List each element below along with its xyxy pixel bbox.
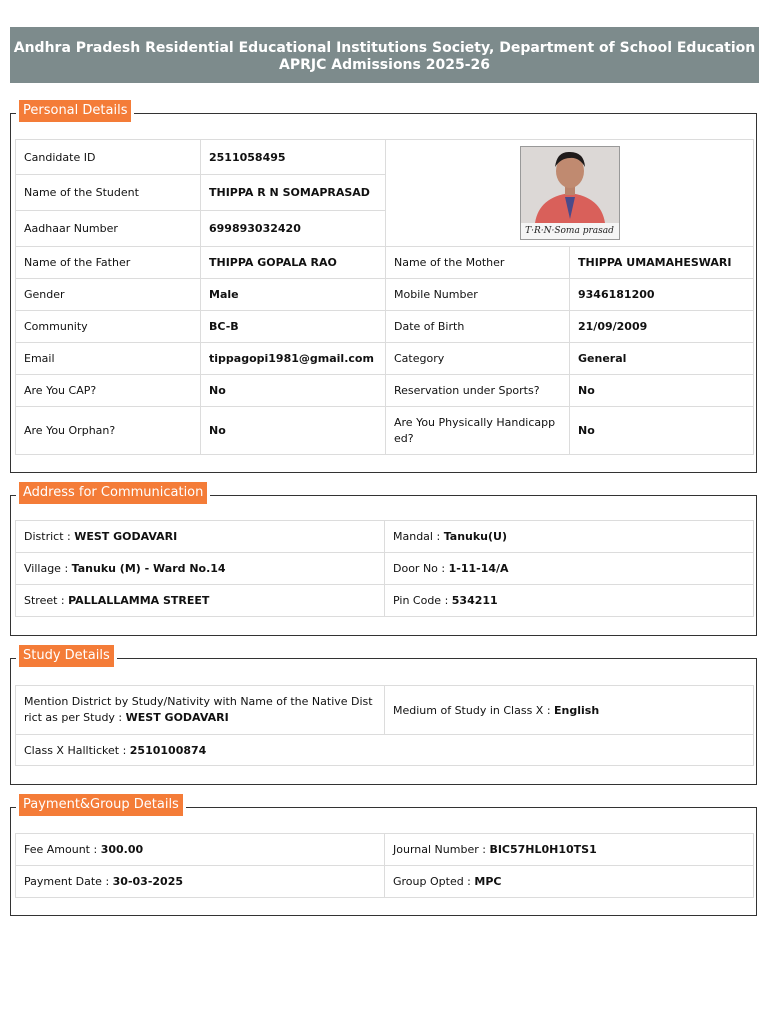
mobile-value: 9346181200 <box>570 279 754 311</box>
table-row <box>16 686 754 735</box>
village-label: Village : <box>24 562 72 575</box>
village-cell <box>16 553 385 585</box>
fee-label: Fee Amount : <box>24 843 101 856</box>
personal-details-section <box>10 103 757 473</box>
candidate-photo <box>520 146 620 240</box>
aadhaar-value: 699893032420 <box>201 211 386 247</box>
journal-label: Journal Number : <box>393 843 490 856</box>
father-name-label: Name of the Father <box>16 247 201 279</box>
native-district-cell <box>16 686 385 735</box>
cap-value: No <box>201 375 386 407</box>
father-name-value: THIPPA GOPALA RAO <box>201 247 386 279</box>
personal-details-table <box>15 139 754 455</box>
hallticket-cell <box>16 735 754 766</box>
mother-name-label: Name of the Mother <box>386 247 570 279</box>
photo-cell <box>386 140 754 247</box>
address-legend: Address for Communication <box>16 482 210 504</box>
door-value: 1-11-14/A <box>448 562 509 575</box>
village-value: Tanuku (M) - Ward No.14 <box>71 562 226 575</box>
payment-legend: Payment&Group Details <box>16 794 186 816</box>
student-name-label: Name of the Student <box>16 175 201 211</box>
email-value: tippagopi1981@gmail.com <box>201 343 386 375</box>
table-row <box>16 866 754 898</box>
pin-value: 534211 <box>451 594 498 607</box>
student-name-value: THIPPA R N SOMAPRASAD <box>201 175 386 211</box>
pin-label: Pin Code : <box>393 594 452 607</box>
district-cell <box>16 521 385 553</box>
payment-section <box>10 797 757 916</box>
sports-value: No <box>570 375 754 407</box>
medium-cell <box>385 686 754 735</box>
candidate-photo-image <box>521 147 619 223</box>
table-row <box>16 521 754 553</box>
dob-value: 21/09/2009 <box>570 311 754 343</box>
category-label: Category <box>386 343 570 375</box>
cap-label: Are You CAP? <box>16 375 201 407</box>
journal-cell <box>385 834 754 866</box>
candidate-id-value: 2511058495 <box>201 140 386 175</box>
street-cell <box>16 585 385 617</box>
table-row <box>16 553 754 585</box>
table-row <box>16 279 754 311</box>
group-value: MPC <box>474 875 502 888</box>
physically-handicapped-value: No <box>570 407 754 455</box>
native-district-label: Mention District by Study/Nativity with Name of the Native District as per Study : <box>24 695 373 724</box>
personal-details-legend: Personal Details <box>16 100 134 122</box>
address-section <box>10 485 757 636</box>
district-value: WEST GODAVARI <box>74 530 178 543</box>
orphan-label: Are You Orphan? <box>16 407 201 455</box>
medium-value: English <box>554 703 600 717</box>
photo-signature: T·R·N·Soma prasad <box>521 223 619 239</box>
study-table <box>15 685 754 766</box>
payment-table <box>15 833 754 898</box>
mandal-cell <box>385 521 754 553</box>
table-row <box>16 834 754 866</box>
aadhaar-label: Aadhaar Number <box>16 211 201 247</box>
payment-date-label: Payment Date : <box>24 875 113 888</box>
table-row <box>16 247 754 279</box>
mother-name-value: THIPPA UMAMAHESWARI <box>570 247 754 279</box>
table-row <box>16 735 754 766</box>
gender-label: Gender <box>16 279 201 311</box>
fee-cell <box>16 834 385 866</box>
mandal-label: Mandal : <box>393 530 444 543</box>
street-label: Street : <box>24 594 69 607</box>
page-header <box>10 27 759 83</box>
group-cell <box>385 866 754 898</box>
mobile-label: Mobile Number <box>386 279 570 311</box>
payment-date-cell <box>16 866 385 898</box>
door-label: Door No : <box>393 562 449 575</box>
study-legend: Study Details <box>16 645 117 667</box>
study-section <box>10 648 757 785</box>
mandal-value: Tanuku(U) <box>443 530 507 543</box>
fee-value: 300.00 <box>100 843 144 856</box>
hallticket-value: 2510100874 <box>129 743 207 757</box>
table-row <box>16 343 754 375</box>
header-subtitle: APRJC Admissions 2025-26 <box>279 57 490 73</box>
payment-date-value: 30-03-2025 <box>112 875 184 888</box>
native-district-value: WEST GODAVARI <box>125 711 229 724</box>
district-label: District : <box>24 530 75 543</box>
pin-cell <box>385 585 754 617</box>
community-label: Community <box>16 311 201 343</box>
hallticket-label: Class X Hallticket : <box>24 743 130 757</box>
table-row <box>16 407 754 455</box>
door-cell <box>385 553 754 585</box>
email-label: Email <box>16 343 201 375</box>
dob-label: Date of Birth <box>386 311 570 343</box>
group-label: Group Opted : <box>393 875 475 888</box>
address-table <box>15 520 754 617</box>
table-row <box>16 375 754 407</box>
medium-label: Medium of Study in Class X : <box>393 703 555 717</box>
header-title: Andhra Pradesh Residential Educational Institutions Society, Department of School Education <box>13 40 756 56</box>
community-value: BC-B <box>201 311 386 343</box>
table-row <box>16 311 754 343</box>
sports-label: Reservation under Sports? <box>386 375 570 407</box>
category-value: General <box>570 343 754 375</box>
journal-value: BIC57HL0H10TS1 <box>489 843 597 856</box>
gender-value: Male <box>201 279 386 311</box>
table-row <box>16 585 754 617</box>
table-row <box>16 140 754 175</box>
street-value: PALLALLAMMA STREET <box>68 594 210 607</box>
orphan-value: No <box>201 407 386 455</box>
candidate-id-label: Candidate ID <box>16 140 201 175</box>
physically-handicapped-label: Are You Physically Handicapped? <box>386 407 570 455</box>
